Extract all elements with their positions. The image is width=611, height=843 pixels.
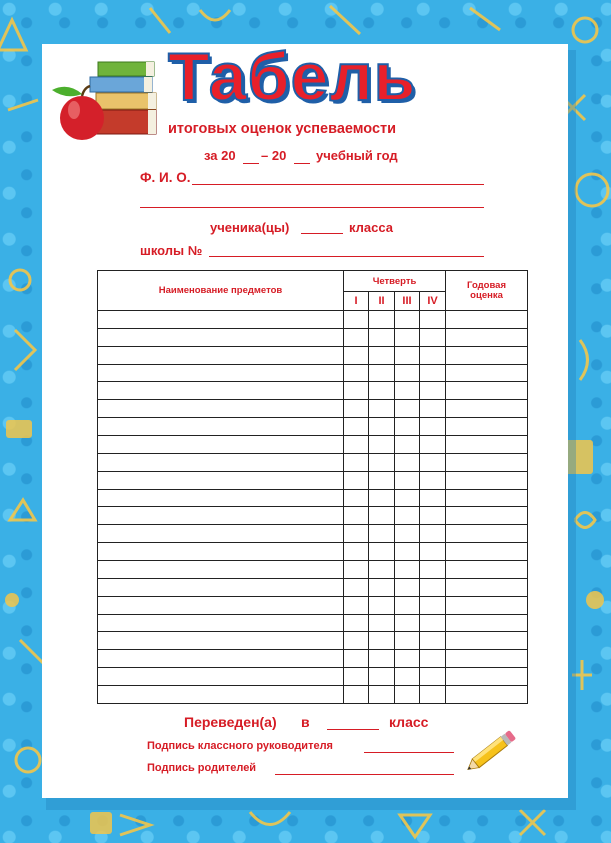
quarter-1-cell[interactable] <box>344 596 369 614</box>
subject-cell[interactable] <box>98 436 344 454</box>
student-label: ученика(цы) <box>210 220 290 235</box>
table-row <box>98 650 528 668</box>
subject-cell[interactable] <box>98 471 344 489</box>
subject-cell[interactable] <box>98 418 344 436</box>
subject-cell[interactable] <box>98 364 344 382</box>
quarter-3-cell[interactable] <box>395 346 420 364</box>
quarter-1-cell[interactable] <box>344 668 369 686</box>
quarter-1-cell[interactable] <box>344 614 369 632</box>
annual-cell[interactable] <box>446 578 528 596</box>
annual-cell[interactable] <box>446 311 528 329</box>
table-row <box>98 382 528 400</box>
annual-cell[interactable] <box>446 596 528 614</box>
quarter-1-cell[interactable] <box>344 328 369 346</box>
quarter-2-cell[interactable] <box>369 453 395 471</box>
quarter-2-header: II <box>369 292 395 311</box>
quarter-3-cell[interactable] <box>395 686 420 704</box>
quarter-2-cell[interactable] <box>369 328 395 346</box>
quarter-4-cell[interactable] <box>420 507 446 525</box>
quarter-4-cell[interactable] <box>420 418 446 436</box>
quarter-3-cell[interactable] <box>395 364 420 382</box>
quarter-column-header: Четверть <box>344 271 446 292</box>
subject-cell[interactable] <box>98 614 344 632</box>
quarter-1-cell[interactable] <box>344 346 369 364</box>
quarter-1-cell[interactable] <box>344 453 369 471</box>
table-row <box>98 632 528 650</box>
year-end-input[interactable] <box>294 163 310 164</box>
table-row <box>98 346 528 364</box>
quarter-3-cell[interactable] <box>395 632 420 650</box>
pencil-icon <box>462 728 520 776</box>
quarter-3-cell[interactable] <box>395 471 420 489</box>
quarter-1-header: I <box>344 292 369 311</box>
quarter-3-cell[interactable] <box>395 507 420 525</box>
quarter-2-cell[interactable] <box>369 364 395 382</box>
quarter-4-cell[interactable] <box>420 578 446 596</box>
quarter-4-cell[interactable] <box>420 311 446 329</box>
fio-label: Ф. И. О. <box>140 170 191 185</box>
subject-cell[interactable] <box>98 311 344 329</box>
parents-signature-input[interactable] <box>275 774 454 775</box>
subject-cell[interactable] <box>98 507 344 525</box>
annual-cell[interactable] <box>446 686 528 704</box>
quarter-4-cell[interactable] <box>420 436 446 454</box>
class-label: класса <box>349 220 394 235</box>
quarter-2-cell[interactable] <box>369 489 395 507</box>
annual-cell[interactable] <box>446 489 528 507</box>
quarter-4-cell[interactable] <box>420 400 446 418</box>
annual-cell[interactable] <box>446 382 528 400</box>
quarter-2-cell[interactable] <box>369 311 395 329</box>
subject-cell[interactable] <box>98 328 344 346</box>
annual-column-header: Годовая оценка <box>446 271 528 311</box>
table-row <box>98 686 528 704</box>
quarter-3-cell[interactable] <box>395 578 420 596</box>
quarter-3-header: III <box>395 292 420 311</box>
table-row <box>98 471 528 489</box>
quarter-2-cell[interactable] <box>369 382 395 400</box>
subject-cell[interactable] <box>98 650 344 668</box>
teacher-signature-input[interactable] <box>364 752 454 753</box>
subject-cell[interactable] <box>98 453 344 471</box>
quarter-1-cell[interactable] <box>344 471 369 489</box>
quarter-2-cell[interactable] <box>369 525 395 543</box>
table-row <box>98 311 528 329</box>
quarter-4-cell[interactable] <box>420 364 446 382</box>
quarter-4-cell[interactable] <box>420 453 446 471</box>
table-row <box>98 525 528 543</box>
transferred-class-input[interactable] <box>327 729 379 730</box>
page-title: Табель <box>168 39 417 115</box>
annual-cell[interactable] <box>446 650 528 668</box>
subject-cell[interactable] <box>98 561 344 579</box>
table-row <box>98 418 528 436</box>
table-row <box>98 668 528 686</box>
year-start-input[interactable] <box>243 163 259 164</box>
quarter-4-cell[interactable] <box>420 596 446 614</box>
annual-cell[interactable] <box>446 614 528 632</box>
year-suffix-label: учебный год <box>316 148 398 163</box>
quarter-2-cell[interactable] <box>369 561 395 579</box>
quarter-1-cell[interactable] <box>344 489 369 507</box>
quarter-2-cell[interactable] <box>369 668 395 686</box>
table-row <box>98 328 528 346</box>
quarter-1-cell[interactable] <box>344 418 369 436</box>
quarter-3-cell[interactable] <box>395 489 420 507</box>
transferred-class-label: класс <box>389 714 429 730</box>
annual-cell[interactable] <box>446 364 528 382</box>
quarter-1-cell[interactable] <box>344 525 369 543</box>
table-row <box>98 489 528 507</box>
school-number-input[interactable] <box>209 256 484 257</box>
quarter-1-cell[interactable] <box>344 436 369 454</box>
year-prefix-label: за 20 <box>204 148 236 163</box>
subject-cell[interactable] <box>98 382 344 400</box>
quarter-3-cell[interactable] <box>395 525 420 543</box>
quarter-3-cell[interactable] <box>395 543 420 561</box>
quarter-1-cell[interactable] <box>344 364 369 382</box>
books-apple-icon <box>48 60 160 144</box>
quarter-3-cell[interactable] <box>395 668 420 686</box>
annual-cell[interactable] <box>446 668 528 686</box>
annual-cell[interactable] <box>446 418 528 436</box>
annual-cell[interactable] <box>446 400 528 418</box>
quarter-3-cell[interactable] <box>395 614 420 632</box>
annual-cell[interactable] <box>446 561 528 579</box>
quarter-1-cell[interactable] <box>344 507 369 525</box>
table-row <box>98 614 528 632</box>
quarter-1-cell[interactable] <box>344 382 369 400</box>
quarter-4-cell[interactable] <box>420 614 446 632</box>
table-row <box>98 364 528 382</box>
annual-cell[interactable] <box>446 436 528 454</box>
annual-cell[interactable] <box>446 328 528 346</box>
quarter-4-cell[interactable] <box>420 561 446 579</box>
page-subtitle: итоговых оценок успеваемости <box>168 121 397 137</box>
quarter-1-cell[interactable] <box>344 311 369 329</box>
quarter-3-cell[interactable] <box>395 596 420 614</box>
grades-table <box>97 270 528 704</box>
annual-cell[interactable] <box>446 471 528 489</box>
school-label: школы № <box>140 243 203 258</box>
quarter-3-cell[interactable] <box>395 311 420 329</box>
quarter-2-cell[interactable] <box>369 596 395 614</box>
quarter-1-cell[interactable] <box>344 561 369 579</box>
quarter-2-cell[interactable] <box>369 578 395 596</box>
subject-cell[interactable] <box>98 686 344 704</box>
quarter-1-cell[interactable] <box>344 543 369 561</box>
subject-cell[interactable] <box>98 525 344 543</box>
fio-input[interactable] <box>192 184 484 185</box>
table-row <box>98 561 528 579</box>
quarter-1-cell[interactable] <box>344 686 369 704</box>
quarter-3-cell[interactable] <box>395 453 420 471</box>
annual-cell[interactable] <box>446 632 528 650</box>
quarter-4-cell[interactable] <box>420 489 446 507</box>
quarter-2-cell[interactable] <box>369 686 395 704</box>
subject-column-header: Наименование предметов <box>98 271 344 311</box>
quarter-3-cell[interactable] <box>395 328 420 346</box>
subject-cell[interactable] <box>98 596 344 614</box>
quarter-4-cell[interactable] <box>420 328 446 346</box>
teacher-signature-label: Подпись классного руководителя <box>147 740 333 752</box>
quarter-4-header: IV <box>420 292 446 311</box>
quarter-3-cell[interactable] <box>395 650 420 668</box>
table-row <box>98 578 528 596</box>
quarter-1-cell[interactable] <box>344 632 369 650</box>
quarter-2-cell[interactable] <box>369 507 395 525</box>
table-row <box>98 507 528 525</box>
year-middle-label: – 20 <box>261 148 287 163</box>
table-row <box>98 453 528 471</box>
quarter-4-cell[interactable] <box>420 668 446 686</box>
quarter-2-cell[interactable] <box>369 614 395 632</box>
subject-cell[interactable] <box>98 400 344 418</box>
quarter-3-cell[interactable] <box>395 436 420 454</box>
quarter-2-cell[interactable] <box>369 418 395 436</box>
annual-cell[interactable] <box>446 525 528 543</box>
subject-cell[interactable] <box>98 543 344 561</box>
fio-input-second-line[interactable] <box>140 207 484 208</box>
quarter-3-cell[interactable] <box>395 382 420 400</box>
class-number-input[interactable] <box>301 233 343 234</box>
table-row <box>98 436 528 454</box>
subject-cell[interactable] <box>98 578 344 596</box>
quarter-2-cell[interactable] <box>369 650 395 668</box>
quarter-3-cell[interactable] <box>395 418 420 436</box>
quarter-2-cell[interactable] <box>369 346 395 364</box>
quarter-2-cell[interactable] <box>369 543 395 561</box>
quarter-2-cell[interactable] <box>369 632 395 650</box>
transferred-label: Переведен(а) <box>184 714 277 730</box>
quarter-4-cell[interactable] <box>420 346 446 364</box>
quarter-1-cell[interactable] <box>344 400 369 418</box>
quarter-1-cell[interactable] <box>344 578 369 596</box>
quarter-4-cell[interactable] <box>420 632 446 650</box>
quarter-4-cell[interactable] <box>420 382 446 400</box>
table-row <box>98 543 528 561</box>
annual-cell[interactable] <box>446 453 528 471</box>
quarter-4-cell[interactable] <box>420 686 446 704</box>
subject-cell[interactable] <box>98 668 344 686</box>
annual-cell[interactable] <box>446 507 528 525</box>
quarter-2-cell[interactable] <box>369 436 395 454</box>
subject-cell[interactable] <box>98 489 344 507</box>
table-row <box>98 400 528 418</box>
annual-cell[interactable] <box>446 543 528 561</box>
quarter-3-cell[interactable] <box>395 400 420 418</box>
transferred-in-label: в <box>301 714 310 730</box>
parents-signature-label: Подпись родителей <box>147 762 257 774</box>
quarter-1-cell[interactable] <box>344 650 369 668</box>
quarter-4-cell[interactable] <box>420 525 446 543</box>
grade-rows <box>98 311 528 704</box>
quarter-3-cell[interactable] <box>395 561 420 579</box>
quarter-2-cell[interactable] <box>369 400 395 418</box>
table-row <box>98 596 528 614</box>
quarter-4-cell[interactable] <box>420 471 446 489</box>
subject-cell[interactable] <box>98 632 344 650</box>
quarter-4-cell[interactable] <box>420 543 446 561</box>
annual-cell[interactable] <box>446 346 528 364</box>
quarter-2-cell[interactable] <box>369 471 395 489</box>
quarter-4-cell[interactable] <box>420 650 446 668</box>
subject-cell[interactable] <box>98 346 344 364</box>
